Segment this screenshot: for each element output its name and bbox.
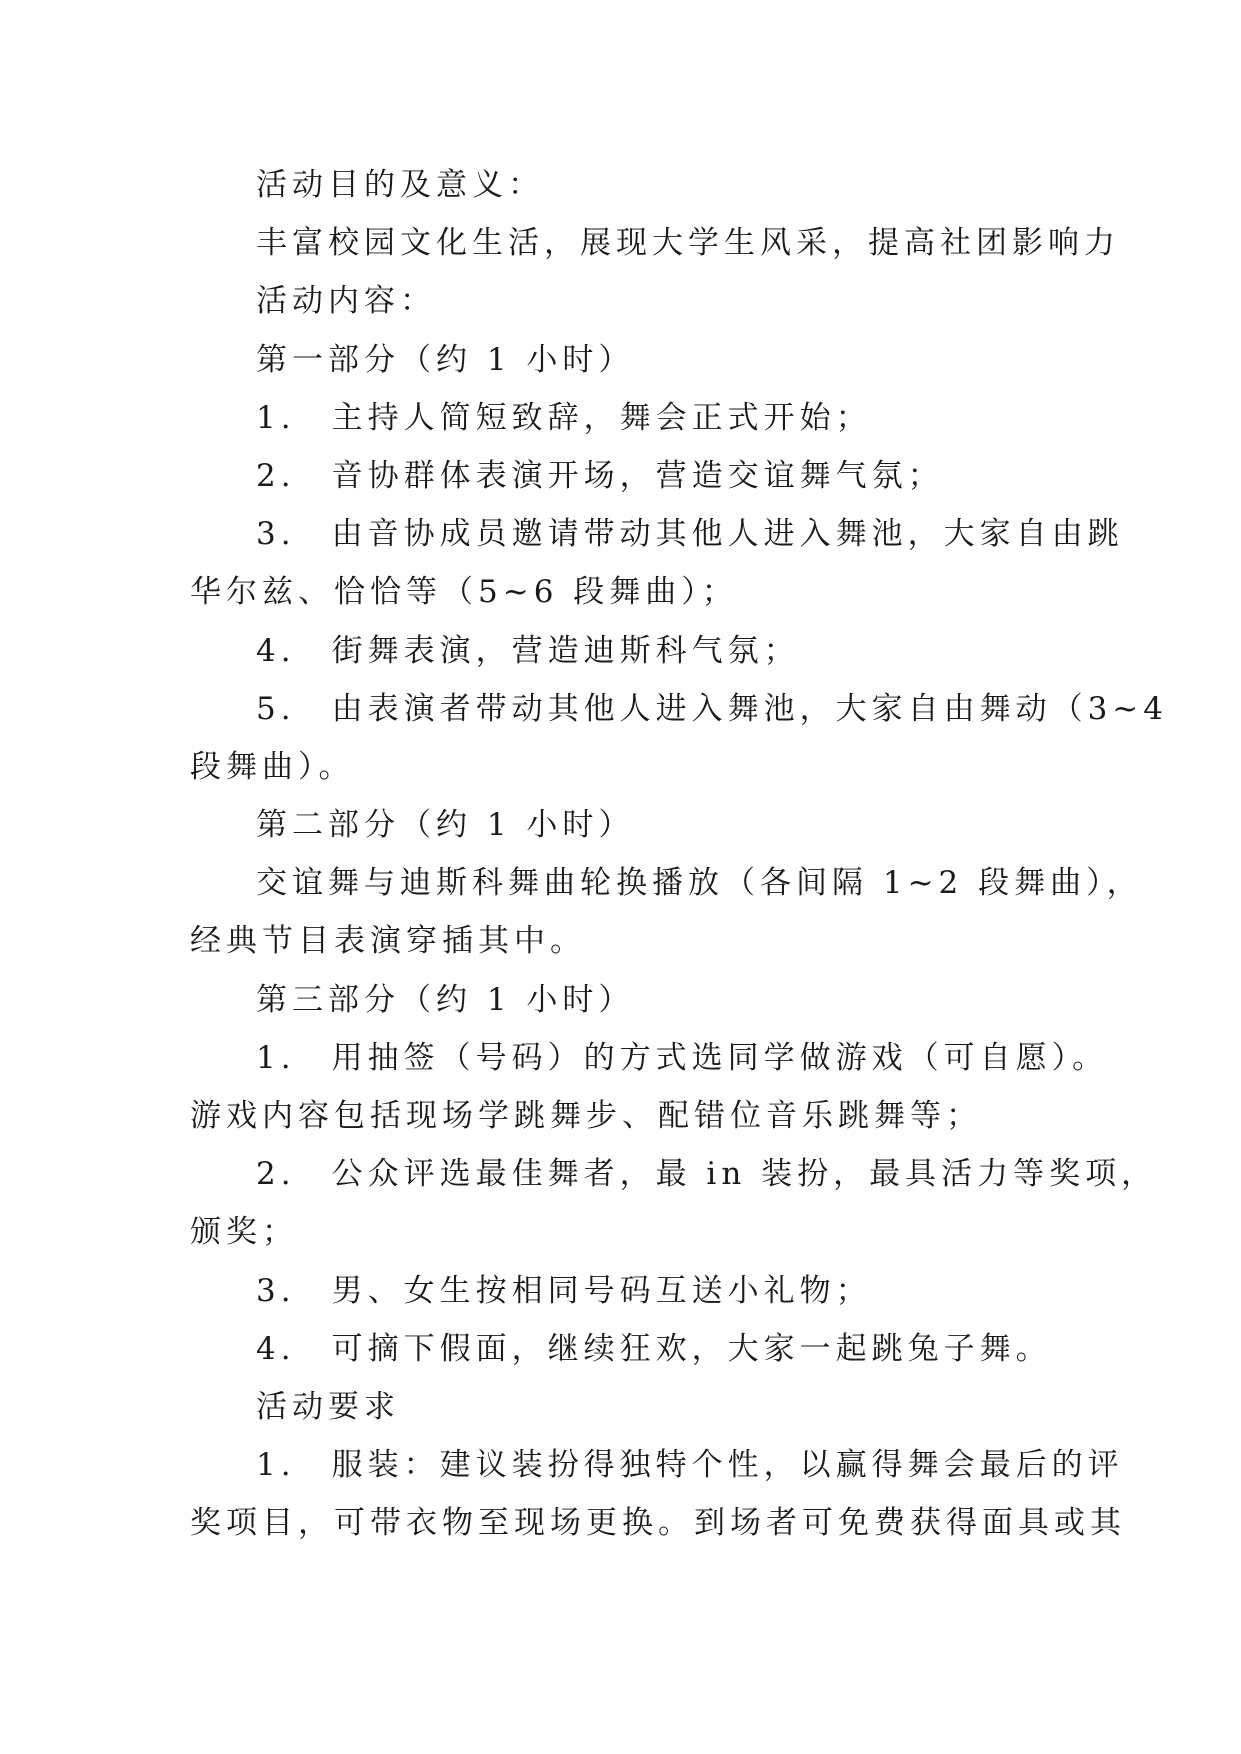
list-item-continuation: 段舞曲）。 <box>190 748 355 785</box>
list-item: 2. 公众评选最佳舞者，最 in 装扮，最具活力等奖项， <box>256 1156 1158 1193</box>
list-item-continuation: 华尔兹、恰恰等（5~6 段舞曲）； <box>190 574 738 611</box>
list-item: 2. 音协群体表演开场，营造交谊舞气氛； <box>256 457 944 494</box>
list-item: 4. 可摘下假面，继续狂欢，大家一起跳兔子舞。 <box>256 1330 1052 1367</box>
list-item: 4. 街舞表演，营造迪斯科气氛； <box>256 632 800 669</box>
list-item: 3. 男、女生按相同号码互送小礼物； <box>256 1272 872 1309</box>
document-body <box>190 156 1168 1553</box>
heading-requirements: 活动要求 <box>256 1388 400 1425</box>
list-item-continuation: 游戏内容包括现场学跳舞步、配错位音乐跳舞等； <box>190 1098 982 1134</box>
paragraph-purpose: 丰富校园文化生活，展现大学生风采，提高社团影响力 <box>256 225 1120 262</box>
paragraph-part-two: 交谊舞与迪斯科舞曲轮换播放（各间隔 1~2 段舞曲）， <box>256 865 1143 902</box>
heading-content: 活动内容： <box>256 283 436 320</box>
heading-part-two: 第二部分（约 1 小时） <box>256 807 635 844</box>
heading-part-three: 第三部分（约 1 小时） <box>256 981 635 1018</box>
heading-purpose: 活动目的及意义： <box>256 167 544 203</box>
list-item-continuation: 奖项目，可带衣物至现场更换。到场者可免费获得面具或其 <box>190 1505 1126 1542</box>
list-item: 3. 由音协成员邀请带动其他人进入舞池，大家自由跳 <box>256 516 1124 553</box>
list-item: 1. 主持人简短致辞，舞会正式开始； <box>256 399 872 436</box>
list-item: 1. 用抽签（号码）的方式选同学做游戏（可自愿）。 <box>256 1039 1109 1076</box>
paragraph-continuation: 经典节目表演穿插其中。 <box>190 923 586 960</box>
heading-part-one: 第一部分（约 1 小时） <box>256 341 635 378</box>
list-item: 1. 服装：建议装扮得独特个性，以赢得舞会最后的评 <box>256 1447 1124 1484</box>
list-item: 5. 由表演者带动其他人进入舞池，大家自由舞动（3~4 <box>256 690 1168 727</box>
list-item-continuation: 颁奖； <box>190 1214 298 1251</box>
